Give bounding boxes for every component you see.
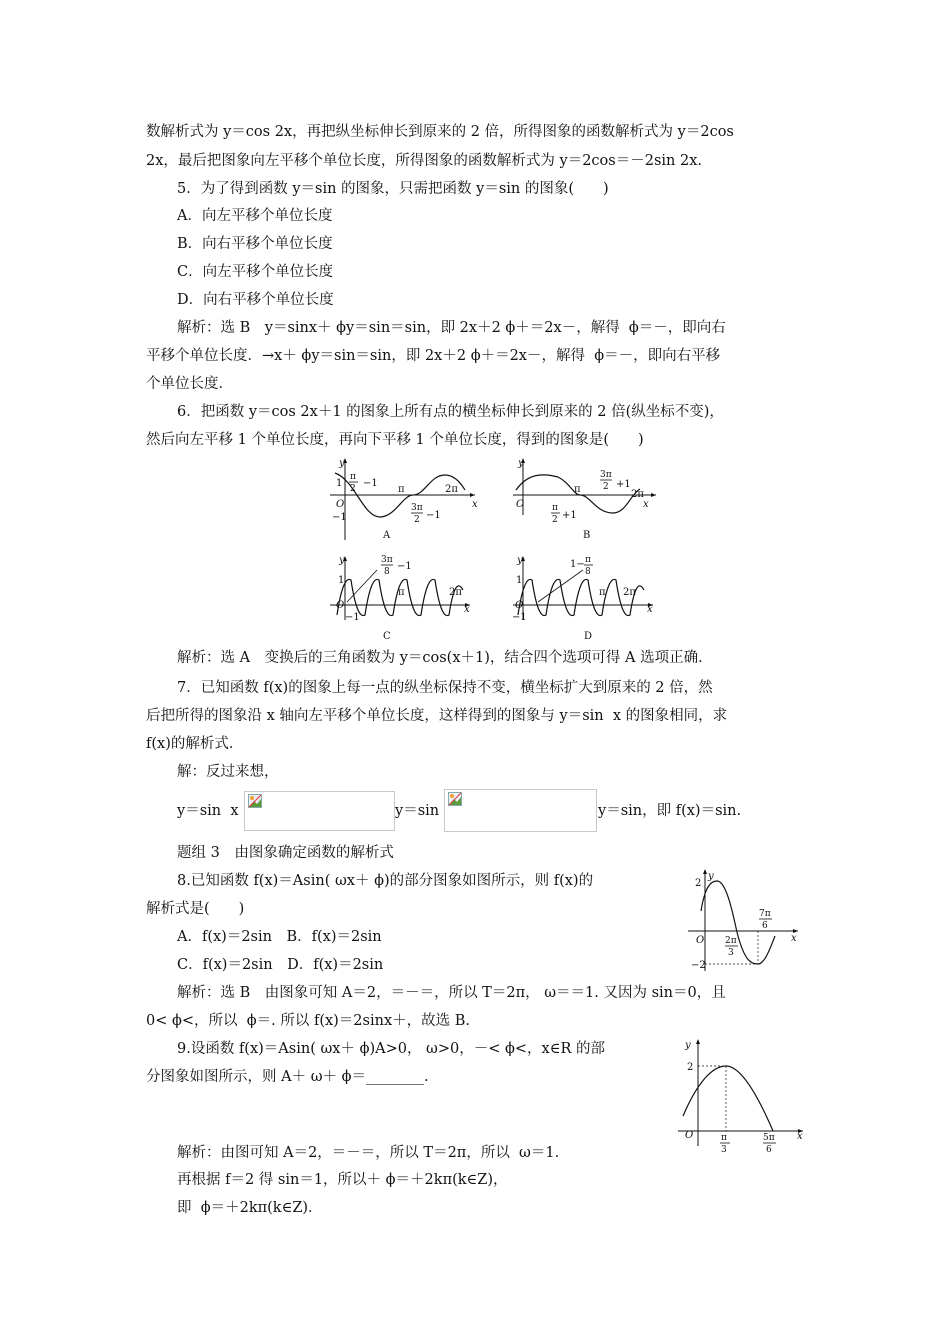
text-line: 数解析式为 y＝cos 2x，再把纵坐标伸长到原来的 2 倍，所得图象的函数解析式为 y＝2cos xyxy=(146,124,734,140)
question-7: 后把所得的图象沿 x 轴向左平移个单位长度，这样得到的图象与 y＝sin x 的图象相同，求 xyxy=(146,708,728,724)
option-b: B．向右平移个单位长度 xyxy=(177,236,333,252)
question-9: 9.设函数 f(x)＝Asin( ωx＋ ϕ)A>0， ω>0，－< ϕ<，x∈R 的部 xyxy=(177,1041,605,1057)
tick-label: −1 xyxy=(363,478,378,489)
x-axis-label: x xyxy=(797,1131,803,1142)
solution-7: 解：反过来想， xyxy=(177,764,279,780)
origin-label: O xyxy=(336,499,345,510)
question-7: 7．已知函数 f(x)的图象上每一点的纵坐标保持不变，横坐标扩大到原来的 2 倍，然 xyxy=(177,680,713,696)
question-6: 然后向左平移 1 个单位长度，再向下平移 1 个单位长度，得到的图象是( ) xyxy=(146,432,644,448)
x-axis-label: x xyxy=(647,604,653,615)
graph-option-c xyxy=(325,550,485,645)
question-8: 解析式是( ) xyxy=(146,901,245,917)
tick-label: 2π xyxy=(631,489,644,500)
tick-label: π xyxy=(398,587,405,598)
origin-label: O xyxy=(685,1130,694,1141)
y-axis-label: y xyxy=(517,555,523,566)
tick-label: 2π xyxy=(725,936,737,946)
tick-label: +1 xyxy=(616,479,631,490)
question-5: 5．为了得到函数 y＝sin 的图象，只需把函数 y＝sin 的图象( ) xyxy=(177,181,609,197)
y-axis-label: y xyxy=(685,1040,691,1051)
tick-label: +1 xyxy=(562,510,577,521)
tick-label: 2 xyxy=(603,482,609,492)
question-8: 8.已知函数 f(x)＝Asin( ωx＋ ϕ)的部分图象如图所示，则 f(x)的 xyxy=(177,873,594,889)
graph-option-b xyxy=(508,455,668,545)
tick-label: 2 xyxy=(687,1062,694,1073)
options-8: C．f(x)＝2sin D．f(x)＝2sin xyxy=(177,957,384,973)
tick-label: π xyxy=(350,472,356,482)
option-c: C．向左平移个单位长度 xyxy=(177,264,334,280)
tick-label: −2 xyxy=(691,960,706,971)
question-7: f(x)的解析式． xyxy=(146,736,244,752)
options-8: A．f(x)＝2sin B．f(x)＝2sin xyxy=(177,929,382,945)
tick-label: 2π xyxy=(445,484,458,495)
graph-caption: B xyxy=(583,530,591,541)
x-axis-label: x xyxy=(464,604,470,615)
tick-label: π xyxy=(585,555,591,565)
y-axis-label: y xyxy=(339,458,345,469)
tick-label: π xyxy=(721,1133,727,1143)
tick-label: 8 xyxy=(384,567,390,577)
question-9: 分图象如图所示，则 A＋ ω＋ ϕ＝________. xyxy=(146,1069,429,1085)
solution-9: 再根据 f＝2 得 sin＝1，所以＋ ϕ＝＋2kπ(k∈Z)， xyxy=(177,1172,508,1188)
y-axis-label: y xyxy=(518,458,524,469)
graph-caption: A xyxy=(383,530,391,541)
y-axis-label: y xyxy=(339,555,345,566)
x-axis-label: x xyxy=(643,499,649,510)
question-6: 6．把函数 y＝cos 2x＋1 的图象上所有点的横坐标伸长到原来的 2 倍(纵坐标不变)， xyxy=(177,404,724,420)
solution-8: 解析：选 B 由图象可知 A＝2，＝－＝，所以 T＝2π， ω＝＝1. 又因为 sin＝0，且 xyxy=(177,985,726,1001)
option-d: D．向右平移个单位长度 xyxy=(177,292,334,308)
tick-label: 3 xyxy=(728,948,734,958)
tick-label: 1 xyxy=(516,575,523,586)
origin-label: O xyxy=(516,499,525,510)
broken-image-icon xyxy=(448,792,462,806)
formula-image-placeholder xyxy=(244,791,395,831)
solution-8: 0< ϕ<，所以 ϕ＝. 所以 f(x)＝2sinx＋，故选 B. xyxy=(146,1013,470,1029)
option-a: A．向左平移个单位长度 xyxy=(177,208,333,224)
solution-5: 个单位长度． xyxy=(146,376,233,392)
origin-label: O xyxy=(336,600,345,611)
tick-label: 6 xyxy=(766,1145,772,1155)
tick-label: 3 xyxy=(721,1145,727,1155)
graph-question-9 xyxy=(673,1036,808,1156)
solution-5: 解析：选 B y＝sinx＋ ϕy＝sin＝sin，即 2x＋2 ϕ＋＝2x－，解得 ϕ＝－，即向右 xyxy=(177,320,726,336)
tick-label: π xyxy=(574,484,581,495)
tick-label: 5π xyxy=(763,1133,775,1143)
tick-label: 2π xyxy=(623,587,636,598)
text-line: 2x，最后把图象向左平移个单位长度，所得图象的函数解析式为 y＝2cos＝－2sin 2x. xyxy=(146,153,702,169)
y-axis-label: y xyxy=(708,871,714,882)
tick-label: 2 xyxy=(350,484,356,494)
tick-label: −1 xyxy=(512,612,527,623)
x-axis-label: x xyxy=(791,933,797,944)
solution-7: y＝sin x xyxy=(177,803,239,819)
tick-label: −1 xyxy=(426,510,441,521)
tick-label: 7π xyxy=(759,909,771,919)
tick-label: 1− xyxy=(570,559,585,570)
tick-label: −1 xyxy=(345,612,360,623)
tick-label: 8 xyxy=(585,567,591,577)
x-axis-label: x xyxy=(472,499,478,510)
graph-option-a xyxy=(325,455,485,545)
tick-label: 3π xyxy=(600,470,612,480)
tick-label: 1 xyxy=(336,478,343,489)
solution-6: 解析：选 A 变换后的三角函数为 y＝cos(x＋1)，结合四个选项可得 A 选项正确． xyxy=(177,650,713,666)
tick-label: 6 xyxy=(762,921,768,931)
section-heading: 题组 3 由图象确定函数的解析式 xyxy=(177,845,394,861)
origin-label: O xyxy=(696,935,705,946)
tick-label: −1 xyxy=(332,512,347,523)
origin-label: O xyxy=(515,600,524,611)
solution-9: 即 ϕ＝＋2kπ(k∈Z)． xyxy=(177,1200,323,1216)
graph-question-8 xyxy=(683,866,803,974)
broken-image-icon xyxy=(248,794,262,808)
solution-7: y＝sin，即 f(x)＝sin. xyxy=(598,803,742,819)
tick-label: 2π xyxy=(449,587,462,598)
graph-caption: C xyxy=(383,631,391,642)
tick-label: −1 xyxy=(397,561,412,572)
tick-label: 1 xyxy=(338,575,345,586)
tick-label: π xyxy=(599,587,606,598)
solution-5: 平移个单位长度．→x＋ ϕy＝sin＝sin，即 2x＋2 ϕ＋＝2x－，解得 ϕ＝－，即向右平移 xyxy=(146,348,721,364)
tick-label: 3π xyxy=(381,555,393,565)
graph-option-d xyxy=(508,550,668,645)
tick-label: 3π xyxy=(411,503,423,513)
formula-image-placeholder xyxy=(444,789,597,832)
solution-7: y＝sin xyxy=(395,803,440,819)
tick-label: 2 xyxy=(695,878,702,889)
tick-label: π xyxy=(552,503,558,513)
tick-label: 2 xyxy=(414,515,420,525)
solution-9: 解析：由图可知 A＝2，＝－＝，所以 T＝2π，所以 ω＝1. xyxy=(177,1145,560,1161)
tick-label: π xyxy=(398,484,405,495)
graph-caption: D xyxy=(584,631,593,642)
tick-label: 2 xyxy=(552,515,558,525)
